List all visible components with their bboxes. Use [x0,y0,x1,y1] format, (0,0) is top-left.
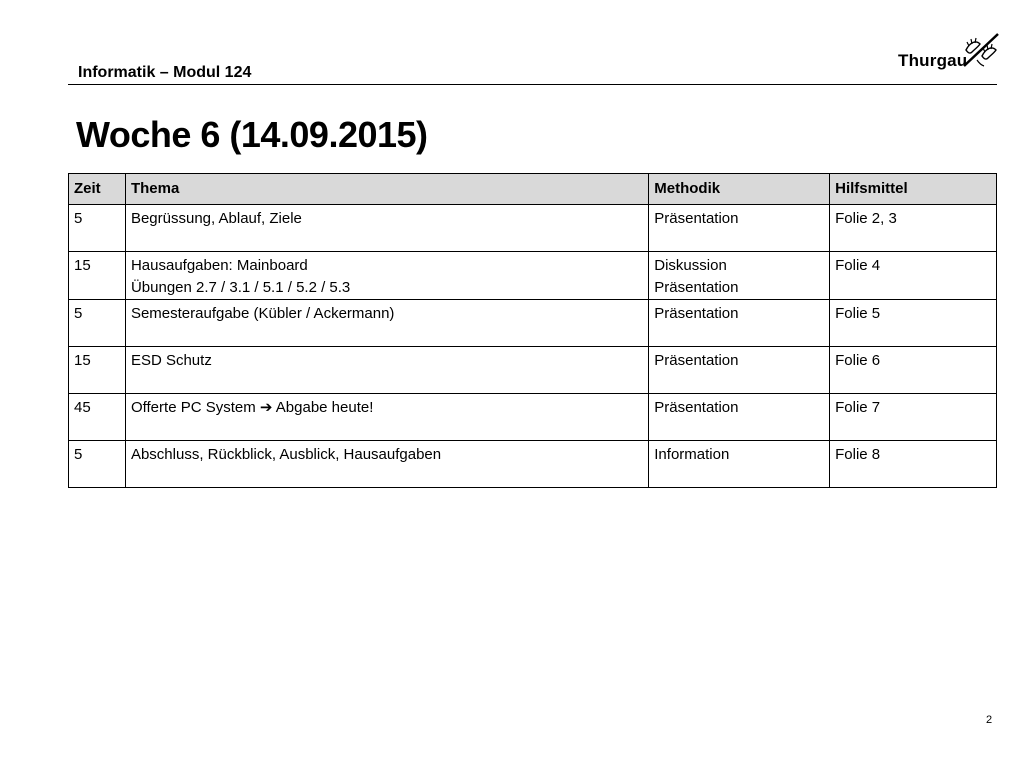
table-row [69,394,997,441]
table-row [69,300,997,347]
cell-zeit: 5 [69,205,126,252]
column-header-zeit: Zeit [69,174,126,205]
agenda-table [68,173,997,488]
table-row [69,347,997,394]
methodik-line: Präsentation [654,279,739,296]
header-divider [68,84,997,85]
methodik-line: Präsentation [654,210,739,227]
cell-thema [125,441,648,488]
thema-line: Semesteraufgabe (Kübler / Ackermann) [130,305,395,322]
cell-thema [125,205,648,252]
cell-zeit: 15 [69,252,126,300]
cell-methodik [649,441,830,488]
methodik-line: Präsentation [654,399,739,416]
methodik-line: Präsentation [654,352,739,369]
cell-methodik [649,394,830,441]
table-row [69,252,997,300]
cell-zeit: 45 [69,394,126,441]
cell-methodik [649,300,830,347]
logo-text: Thurgau [898,51,968,70]
column-header-thema: Thema [125,174,648,205]
thema-line: Übungen 2.7 / 3.1 / 5.1 / 5.2 / 5.3 [130,279,351,296]
cell-thema [125,347,648,394]
methodik-line: Diskussion [654,257,727,274]
cell-hilfsmittel: Folie 5 [830,300,997,347]
thurgau-logo [896,30,1000,76]
thurgau-lions-icon [962,30,1000,70]
thema-line: ESD Schutz [130,352,212,369]
cell-methodik [649,252,830,300]
cell-thema [125,394,648,441]
table-row [69,205,997,252]
cell-methodik [649,347,830,394]
table-header-row [69,174,997,205]
cell-hilfsmittel: Folie 7 [830,394,997,441]
methodik-line: Information [654,446,730,463]
cell-zeit: 5 [69,441,126,488]
cell-hilfsmittel: Folie 8 [830,441,997,488]
thema-line: Offerte PC System ➔ Abgabe heute! [130,399,374,416]
cell-zeit: 15 [69,347,126,394]
cell-zeit: 5 [69,300,126,347]
column-header-methodik: Methodik [649,174,830,205]
header-subtitle: Informatik – Modul 124 [78,64,252,81]
methodik-line: Präsentation [654,305,739,322]
page-number: 2 [986,714,993,726]
cell-thema [125,300,648,347]
cell-hilfsmittel: Folie 4 [830,252,997,300]
thema-line: Hausaufgaben: Mainboard [130,257,308,274]
cell-methodik [649,205,830,252]
thema-line: Begrüssung, Ablauf, Ziele [130,210,302,227]
page-title: Woche 6 (14.09.2015) [76,114,428,155]
thema-line: Abschluss, Rückblick, Ausblick, Hausaufgaben [130,446,442,463]
cell-thema [125,252,648,300]
column-header-hilfsmittel: Hilfsmittel [830,174,997,205]
cell-hilfsmittel: Folie 2, 3 [830,205,997,252]
table-row [69,441,997,488]
cell-hilfsmittel: Folie 6 [830,347,997,394]
